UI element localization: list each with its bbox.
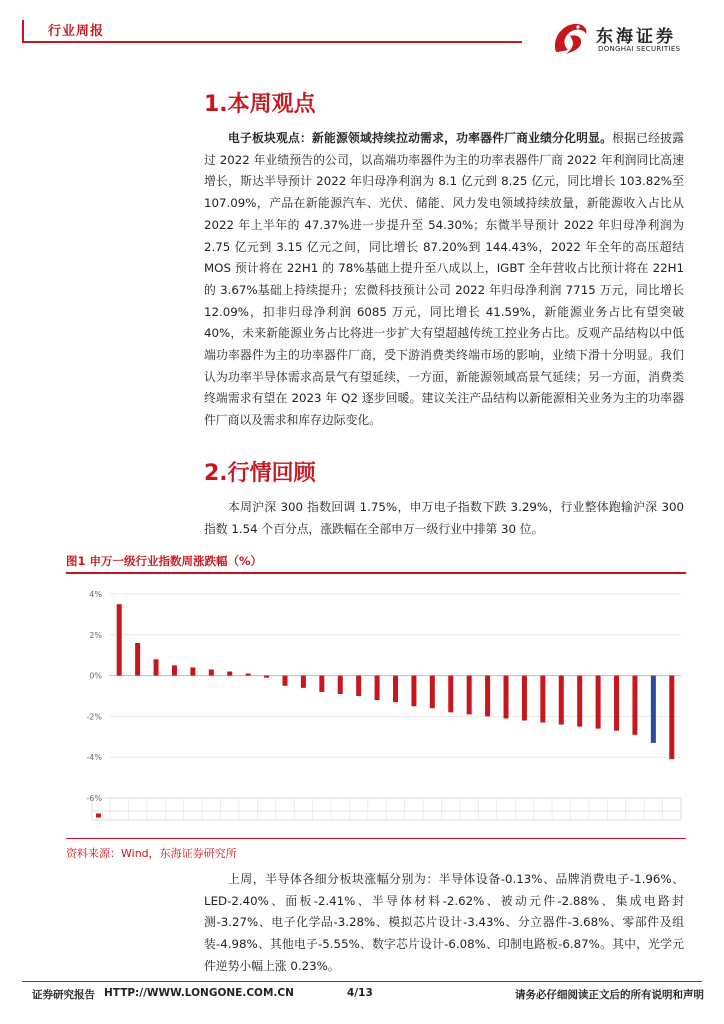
section-1-lead: 电子板块观点：新能源领域持续拉动需求，功率器件厂商业绩分化明显。 <box>228 131 613 145</box>
y-tick-label: -4% <box>86 753 102 763</box>
figure-caption: 图1 申万一级行业指数周涨跌幅（%） <box>66 554 263 568</box>
bar <box>172 665 177 675</box>
bar <box>559 676 564 725</box>
bar <box>117 604 122 675</box>
footer-report-type: 证券研究报告 <box>32 989 95 1001</box>
chart-y-axis <box>86 590 102 803</box>
legend-swatch <box>96 814 101 818</box>
chart-category-table <box>92 798 681 820</box>
bar <box>301 676 306 688</box>
figure-caption-rule <box>66 572 686 574</box>
bar <box>154 659 159 675</box>
bar <box>227 672 232 676</box>
y-tick-label: 4% <box>89 590 102 599</box>
section-1-heading: 1.本周观点 <box>204 92 316 117</box>
dragon-logo-icon <box>548 18 592 60</box>
bar <box>614 676 619 731</box>
footer-rule <box>22 981 702 982</box>
section-1-body: 根据已经披露过 2022 年业绩预告的公司，以高端功率器件为主的功率表器件厂商 2022 年利润同比高速增长，斯达半导预计 2022 年归母净利润为 8.1 亿元到 8.25 亿元，同比增长 103.82%至 107.09%，产品在新能源汽车、光伏、储能、风力发电领域持续放量，新能源收入占比从 2022 年上半年的 47.37%进一步提升至 54.30%；东微半导预计 2022 年归母净利润为 2.75 亿元到 3.15 亿元之间，同比增长 87.20%到 144.43%，2022 年全年的高压超结 MOS 预计将在 22H1 的 78%基础上提升至八成以上，IGBT 全年营收占比预计将在 22H1 的 3.67%基础上持续提升；宏微科技预计公司 2022 年归母净利润 7715 万元，同比增长 12.09%，扣非归母净利润 6085 万元，同比增长 41.59%，新能源业务占比有望突破 40%，未来新能源业务占比将进一步扩大有望超越传统工控业务占比。反观产品结构以中低端功率器件为主的功率器件厂商，受下游消费类终端市场的影响，业绩下滑十分明显。我们认为功率半导体需求高景气有望延续，一方面，新能源领域高景气延续；另一方面，消费类终端需求有望在 2023 年 Q2 逐步回暖。建议关注产品结构以新能源相关业务为主的功率器件厂商以及需求和库存边际变化。 <box>204 131 684 428</box>
industry-weekly-change-chart <box>66 580 686 830</box>
y-tick-label: 0% <box>89 671 102 681</box>
figure-source: 资料来源：Wind，东海证券研究所 <box>66 847 237 860</box>
bar <box>430 676 435 709</box>
bar <box>651 676 656 743</box>
bar <box>393 676 398 703</box>
bar <box>669 676 674 760</box>
logo-english-name: DONGHAI SECURITIES <box>598 45 681 53</box>
company-logo <box>548 18 708 60</box>
bar <box>540 676 545 723</box>
bar <box>411 676 416 707</box>
header-accent <box>22 20 24 42</box>
footer-page-number: 4/13 <box>347 987 373 999</box>
bar <box>467 676 472 715</box>
bar <box>190 667 195 675</box>
bar <box>246 674 251 676</box>
header-rule <box>22 41 522 43</box>
bar <box>596 676 601 729</box>
bar <box>338 676 343 694</box>
bar <box>448 676 453 713</box>
section-1-paragraph <box>204 128 684 432</box>
bar <box>135 643 140 676</box>
section-2-heading: 2.行情回顾 <box>204 461 316 486</box>
chart-bars <box>117 604 675 759</box>
page-header <box>0 0 724 66</box>
logo-chinese-name: 东海证券 <box>596 27 676 47</box>
bar <box>522 676 527 721</box>
bar <box>319 676 324 692</box>
section-2-paragraph: 本周沪深 300 指数回调 1.75%，申万电子指数下跌 3.29%，行业整体跑输沪深 300 指数 1.54 个百分点，涨跌幅在全部申万一级行业中排第 30 位。 <box>204 500 684 536</box>
y-tick-label: -6% <box>86 794 102 803</box>
bar <box>485 676 490 717</box>
bar <box>356 676 361 696</box>
y-tick-label: -2% <box>86 712 102 722</box>
bar <box>209 669 214 675</box>
source-rule <box>66 838 686 839</box>
subsector-paragraph: 上周，半导体各细分板块涨幅分别为：半导体设备-0.13%、品牌消费电子-1.96%、LED-2.40%、面板-2.41%、半导体材料-2.62%、被动元件-2.88%、集成电路封测-3.27%、电子化学品-3.28%、模拟芯片设计-3.43%、分立器件-3.68%、零部件及组装-4.98%、其他电子-5.55%、数字芯片设计-6.08%、印制电路板-6.87%。其中，光学元件逆势小幅上涨 0.23%。 <box>204 872 684 973</box>
bar <box>375 676 380 700</box>
footer-website-link[interactable]: HTTP://WWW.LONGONE.COM.CN <box>104 987 294 999</box>
header-title: 行业周报 <box>48 24 105 39</box>
bar <box>264 676 269 678</box>
bar <box>577 676 582 727</box>
bar <box>282 676 287 686</box>
bar <box>632 676 637 735</box>
bar <box>504 676 509 719</box>
footer-disclaimer: 请务必仔细阅读正文后的所有说明和声明 <box>515 989 704 1001</box>
y-tick-label: 2% <box>89 630 102 640</box>
